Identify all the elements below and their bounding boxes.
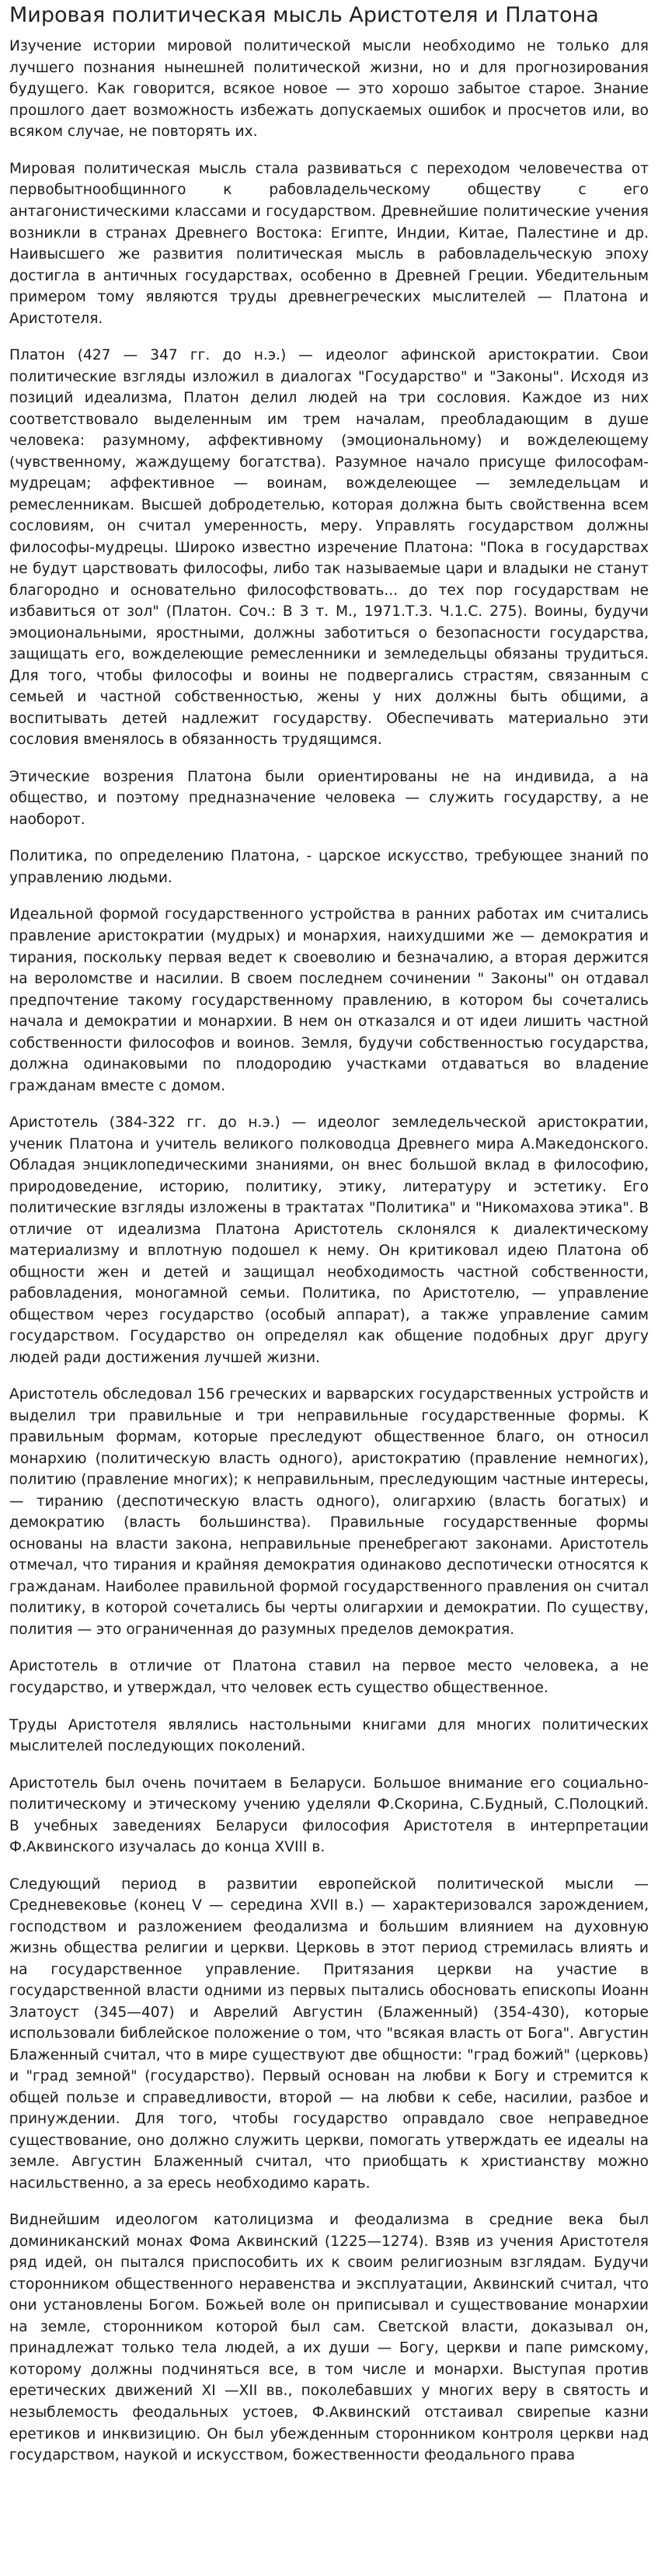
article-paragraph-1: Изучение истории мировой политической мысли необходимо не только для лучшего познания нынешней политической жизни, но и для прогнозирования будущего. Как говорится, всякое новое — это хорошо забытое старое. Знание прошлого дает возможность избежать допускаемых ошибок и просчетов или, во всяком случае, не повторять их. (9, 38, 649, 141)
article-paragraph-12: Следующий период в развитии европейской политической мысли — Средневековье (конец V — середина XVII в.) — характеризовался зарождением, господством и разложением феодализма и большим влиянием на духовную жизнь общества религии и церкви. Церковь в этот период стремилась влиять и на государственное управление. Притязания церкви на участие в государственной власти одними из первых пытались обосновать епископы Иоанн Златоуст (345—407) и Аврелий Августин (Блаженный) (354-430), которые использовали библейское положение о том, что "всякая власть от Бога". Августин Блаженный считал, что в мире существуют две общности: "град божий" (церковь) и "град земной" (государство). Первый основан на любви к Богу и стремится к общей пользе и справедливости, второй — на любви к себе, насилии, разбое и принуждении. Для того, чтобы государство оправдало свое неправедное существование, оно должно служить церкви, помогать утверждать ее идеалы на земле. Августин Блаженный считал, что приобщать к христианству можно насильственно, а за ересь необходимо карать. (9, 1876, 649, 2192)
article-paragraph-2: Мировая политическая мысль стала развиваться с переходом человечества от первобытнообщинного к рабовладельческому обществу с его антагонистическими классами и государством. Древнейшие политические учения возникли в странах Древнего Востока: Египте, Индии, Китае, Палестине и др. Наивысшего же развития политическая мысль в рабовладельческую эпоху достигла в античных государствах, особенно в Древней Греции. Убедительным примером тому являются труды древнегреческих мыслителей — Платона и Аристотеля. (9, 160, 649, 327)
article-paragraph-4: Этические возрения Платона были ориентированы не на индивида, а на общество, и поэтому предназначение человека — служить государству, а не наоборот. (9, 768, 649, 828)
article-paragraph-8: Аристотель обследовал 156 греческих и варварских государственных устройств и выделил три правильные и три неправильные государственные формы. К правильным формам, которые преследуют общественное благо, он относил монархию (политическую власть одного), аристократию (правление немногих), политию (правление многих); к неправильным, преследующим частные интересы, — тиранию (деспотическую власть одного), олигархию (власть богатых) и демократию (власть большинства). Правильные государственные формы основаны на власти закона, неправильные пренебрегают законами. Аристотель отмечал, что тирания и крайняя демократия одинаково деспотически относятся к гражданам. Наиболее правильной формой государственного правления он считал политику, в которой сочетались бы черты олигархии и демократии. По существу, полития — это ограниченная до разумных пределов демократия. (9, 1386, 649, 1638)
article-paragraph-11: Аристотель был очень почитаем в Беларуси. Большое внимание его социально-политическому и этическому учению уделяли Ф.Скорина, С.Будный, С.Полоцкий. В учебных заведениях Беларуси философия Аристотеля в интерпретации Ф.Аквинского изучалась до конца XVIII в. (9, 1775, 649, 1856)
article-paragraph-7: Аристотель (384-322 гг. до н.э.) — идеолог земледельческой аристократии, ученик Платона и учитель великого полководца Древнего мира А.Македонского. Обладая энциклопедическими знаниями, он внес большой вклад в философию, природоведение, историю, политику, этику, литературу и эстетику. Его политические взгляды изложены в трактатах "Политика" и "Никомахова этика". В отличие от идеализма Платона Аристотель склонялся к диалектическому материализму и вплотную подошел к нему. Он критиковал идею Платона об общности жен и детей и защищал необходимость частной собственности, рабовладения, моногамной семьи. Политика, по Аристотелю, — управление обществом через государство (особый аппарат), а также управление самим государством. Государство он определял как общение подобных друг другу людей ради достижения лучшей жизни. (9, 1114, 649, 1366)
article-paragraph-13: Виднейшим идеологом католицизма и феодализма в средние века был доминиканский монах Фома Аквинский (1225—1274). Взяв из учения Аристотеля ряд идей, он пытался приспособить их к своим религиозным взглядам. Будучи сторонником общественного неравенства и эксплуатации, Аквинский считал, что они установлены Богом. Божьей воле он приписывал и существование монархии на земле, сторонником которой был сам. Светской власти, доказывал он, принадлежат только тела людей, а их души — Богу, церкви и папе римскому, которому должны подчиняться все, в том числе и монархи. Выступая против еретических движений XI —XII вв., поколебавших у многих веру в святость и незыблемость феодальных устоев, Ф.Аквинский отстаивал свирепые казни еретиков и инквизицию. Он был убежденным сторонником контроля церкви над государством, наукой и искусством, божественности феодального права (9, 2212, 649, 2464)
article-paragraph-10: Труды Аристотеля являлись настольными книгами для многих политических мыслителей последующих поколений. (9, 1716, 649, 1755)
article-paragraph-9: Аристотель в отличие от Платона ставил на первое место человека, а не государство, и утверждал, что человек есть существо общественное. (9, 1658, 649, 1696)
article-paragraph-3: Платон (427 — 347 гг. до н.э.) — идеолог афинской аристократии. Свои политические взгляды изложил в диалогах "Государство" и "Законы". Исходя из позиций идеализма, Платон делил людей на три сословия. Каждое из них соответствовало выделенным им трем началам, преобладающим в душе человека: разумному, аффективному (эмоциональному) и вожделеющему (чувственному, жаждущему богатства). Разумное начало присуще философам-мудрецам; аффективное — воинам, вожделеющее — земледельцам и ремесленникам. Высшей добродетелью, которая должна быть свойственна всем сословиям, он считал умеренность, меру. Управлять государством должны философы-мудрецы. Широко известно изречение Платона: "Пока в государствах не будут царствовать философы, либо так называемые цари и владыки не станут благородно и основательно философствовать... до тех пор государствам не избавиться от зол" (Платон. Соч.: В 3 т. М., 1971.Т.3. Ч.1.С. 275). Воины, будучи эмоциональными, яростными, должны заботиться о безопасности государства, защищать его, вожделеющие ремесленники и земледельцы обязаны трудиться. Для того, чтобы философы и воины не подвергались страстям, связанным с семьей и частной собственностью, жены у них должны быть общими, а воспитывать детей надлежит государству. Обеспечивать материально эти сословия вменялось в обязанность трудящимся. (9, 347, 649, 749)
article-paragraph-5: Политика, по определению Платона, - царское искусство, требующее знаний по управлению людьми. (9, 848, 649, 886)
article-title: Мировая политическая мысль Аристотеля и Платона (9, 3, 599, 27)
article-paragraph-6: Идеальной формой государственного устройства в ранних работах им считались правление аристократии (мудрых) и монархия, наихудшими же — демократия и тирания, поскольку первая ведет к своеволию и безначалию, а вторая держится на вероломстве и насилии. В своем последнем сочинении " Законы" он отдавал предпочтение такому государственному правлению, в котором бы сочетались начала и демократии и монархии. В нем он отказался и от идеи лишить частной собственности философов и воинов. Земля, будучи собственностью государства, должна одинаковыми по плодородию участками отдаваться во владение гражданам вместе с домом. (9, 906, 649, 1094)
